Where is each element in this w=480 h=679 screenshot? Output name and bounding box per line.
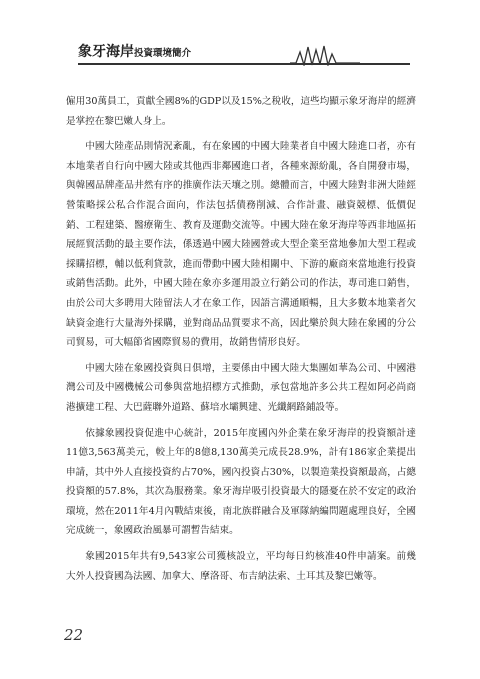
running-header: [78, 40, 410, 62]
running-header-title: [78, 40, 191, 65]
header-rule: [78, 63, 410, 65]
page-number: 22: [64, 626, 84, 644]
header-title-main: 象牙海岸: [78, 44, 134, 60]
paragraph-3: 中國大陸在象國投資與日俱增，主要係由中國大陸大集團如華為公司、中國港灣公司及中國機械公司參與當地招標方式推動，承包當地許多公共工程如阿必尚商港擴建工程、大巴薩聯外道路、蘇培水壩興建、光纖網路鋪設等。: [66, 362, 416, 413]
paragraph-2: 中國大陸產品則情況紊亂，有在象國的中國大陸業者自中國大陸進口者，亦有本地業者自行向中國大陸或其他西非鄰國進口者，各種來源紛亂，各自開發市場，與韓國品牌產品井然有序的推廣作法天壤之別。總體而言，中國大陸對非洲大陸經營策略採公私合作混合面向，作法包括債務削減、合作計畫、融資競標、低價促銷、工程建築、醫療衛生、教育及運動交流等。中國大陸在象牙海岸等西非地區拓展經貿活動的最主要作法，係透過中國大陸國營或大型企業至當地參加大型工程或採購招標，輔以低利貸款，進而帶動中國大陸相關中、下游的廠商來當地進行投資或銷售活動。此外，中國大陸在象亦多運用設立行銷公司的作法，專司進口銷售，由於公司大多聘用大陸留法人才在象工作，因語言溝通順暢，且大多數本地業者欠缺資金進行大量海外採購，並對商品品質要求不高，因此樂於與大陸在象國的分公司貿易，可大幅節省國際貿易的費用，故銷售情形良好。: [66, 141, 416, 349]
paragraph-1: 僱用30萬員工，貢獻全國8%的GDP以及15%之稅收，這些均顯示象牙海岸的經濟是掌控在黎巴嫩人身上。: [66, 96, 416, 127]
header-title-sub: 投資環境簡介: [134, 48, 192, 59]
paragraph-5: 象國2015年共有9,543家公司獲核設立，平均每日約核准40件申請案。前幾大外人投資國為法國、加拿大、摩洛哥、布吉納法索、土耳其及黎巴嫩等。: [66, 551, 416, 582]
body-text: [66, 92, 416, 586]
paragraph-4: 依據象國投資促進中心統計，2015年度國內外企業在象牙海岸的投資額計達11億3,563萬美元，較上年的8億8,130萬美元成長28.9%，計有186家企業提出申請，其中外人直接投資約占70%，國內投資占30%，以製造業投資額最高，占總投資額的57.8%，其次為服務業。象牙海岸吸引投資最大的隱憂在於不安定的政治環境，然在2011年4月內戰結束後，南北族群融合及軍隊納編問題處理良好，全國完成統一，象國政治風暴可謂暫告結束。: [66, 427, 416, 537]
